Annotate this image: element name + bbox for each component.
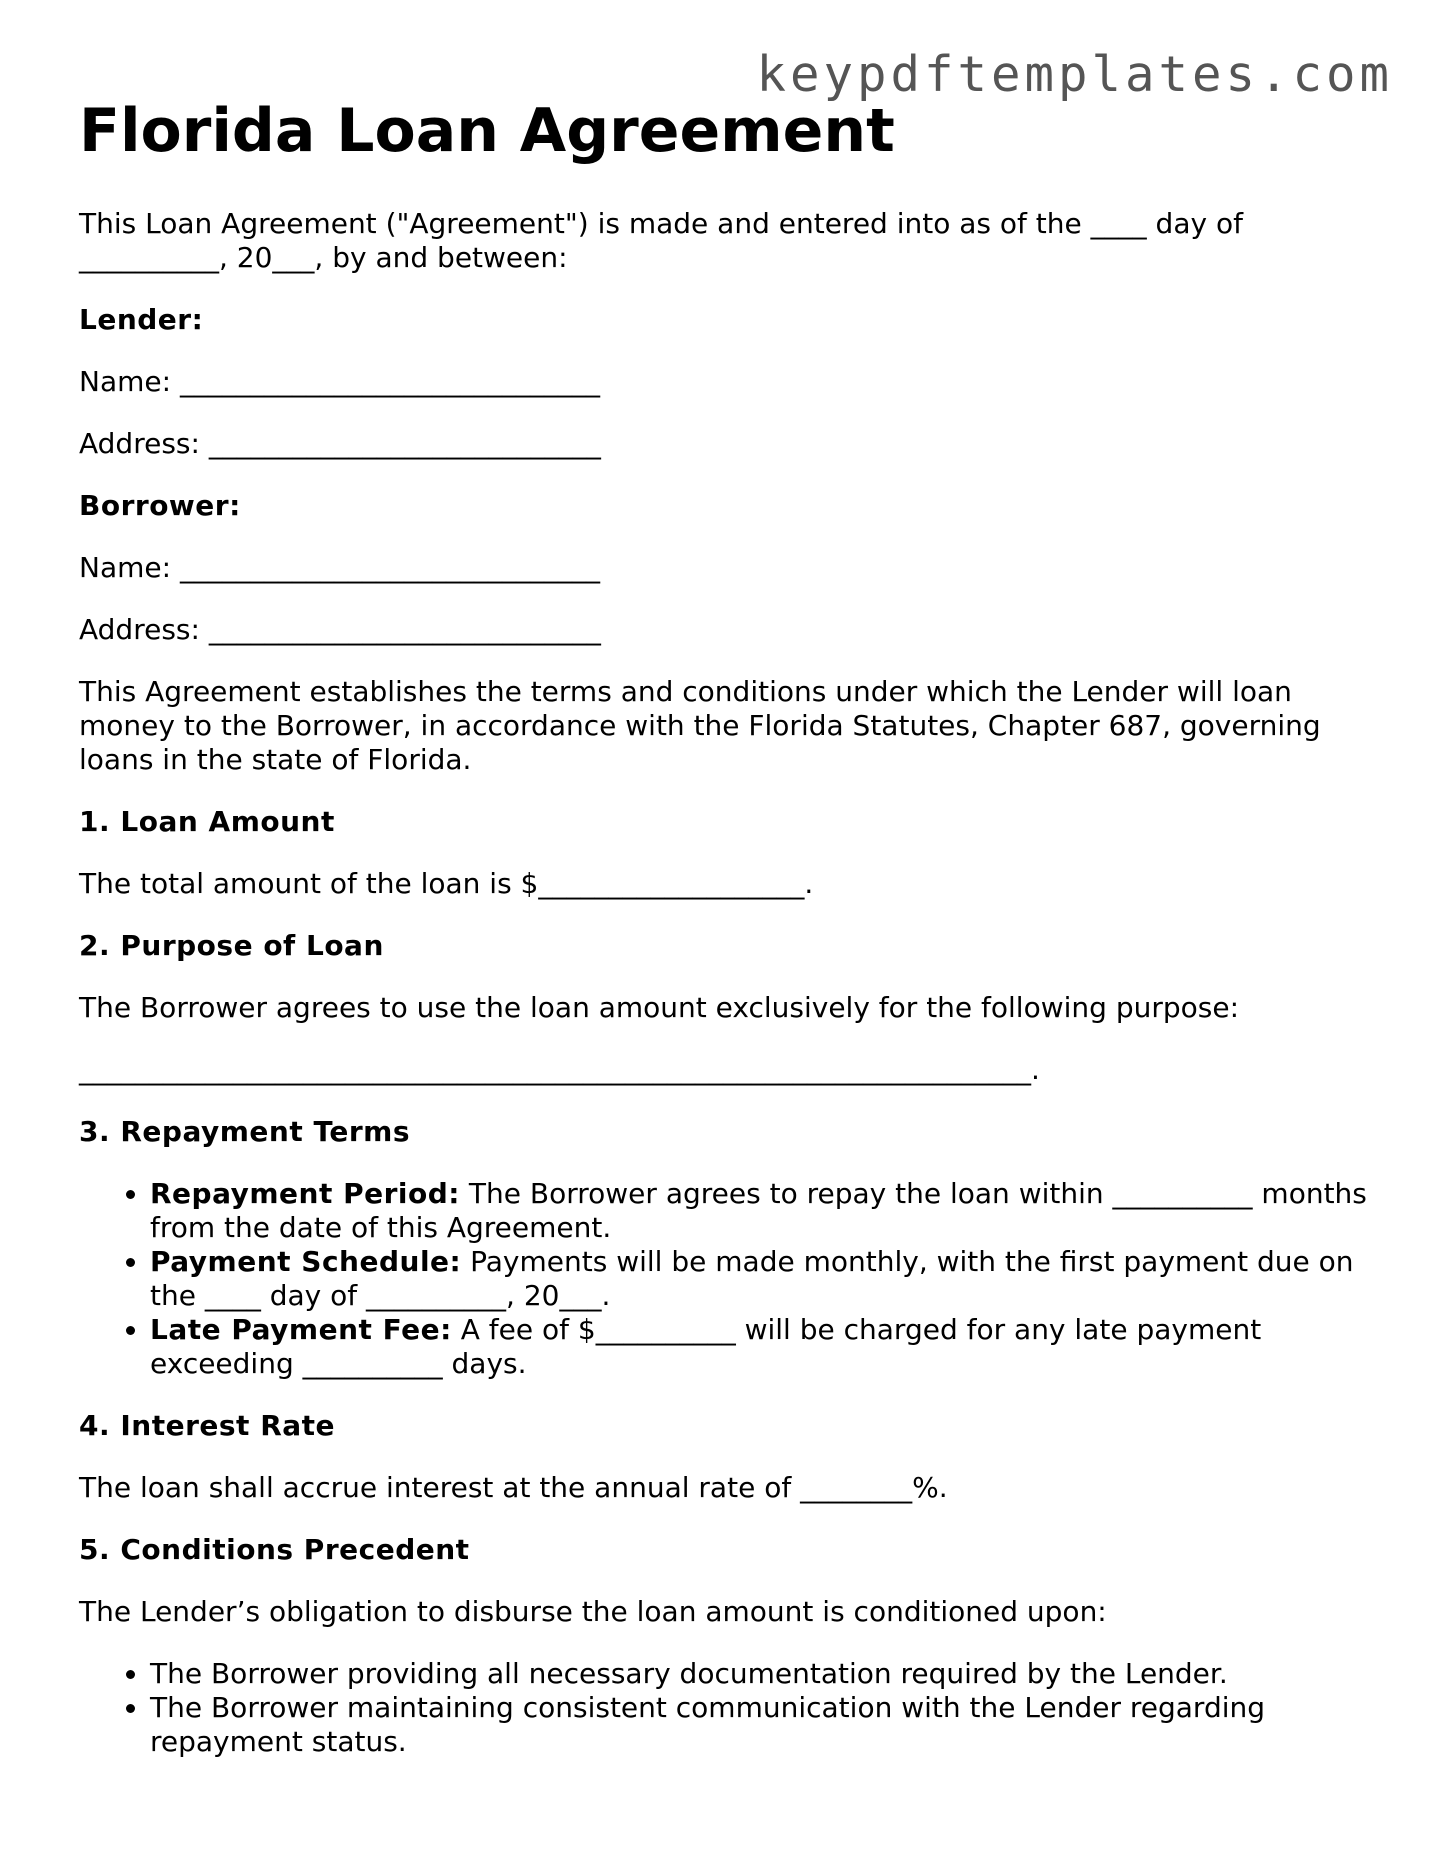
lender-name-field: Name: ______________________________: [79, 365, 600, 398]
list-item: • The Borrower maintaining consistent communication with the Lender regarding repayment status.: [150, 1691, 1369, 1759]
watermark: keypdftemplates.com: [756, 46, 1393, 103]
conditions-list: [79, 1657, 1369, 1759]
term-label: Late Payment Fee:: [150, 1313, 452, 1346]
list-item: • The Borrower providing all necessary documentation required by the Lender.: [150, 1657, 1369, 1691]
intro-paragraph: This Loan Agreement ("Agreement") is made and entered into as of the ____ day of __________, 20___, by and between:: [79, 207, 1243, 274]
document-title: Florida Loan Agreement: [79, 96, 895, 166]
section-interest-heading: 4. Interest Rate: [79, 1409, 336, 1442]
section-conditions-text: The Lender’s obligation to disburse the loan amount is conditioned upon:: [79, 1595, 1107, 1628]
repayment-terms-list: [79, 1177, 1369, 1381]
term-text: A fee of $__________ will be charged for any late payment exceeding __________ days.: [150, 1313, 1262, 1380]
section-purpose-blank: ____________________________________________________________________.: [79, 1053, 1040, 1086]
term-text: Payments will be made monthly, with the first payment due on the ____ day of __________, 20___.: [150, 1245, 1354, 1312]
list-item: [150, 1313, 1369, 1381]
section-loan-amount-text: The total amount of the loan is $___________________.: [79, 867, 814, 900]
section-purpose-text: The Borrower agrees to use the loan amount exclusively for the following purpose:: [79, 991, 1240, 1024]
list-item: [150, 1245, 1369, 1313]
section-conditions-heading: 5. Conditions Precedent: [79, 1533, 470, 1566]
section-interest-text: The loan shall accrue interest at the annual rate of ________%.: [79, 1471, 948, 1504]
document-body: [79, 207, 1369, 1787]
list-item: [150, 1177, 1369, 1245]
lender-address-field: Address: ____________________________: [79, 427, 601, 460]
borrower-address-field: Address: ____________________________: [79, 613, 601, 646]
lender-heading: Lender:: [79, 303, 204, 336]
borrower-heading: Borrower:: [79, 489, 241, 522]
purpose-statement: This Agreement establishes the terms and conditions under which the Lender will loan money to the Borrower, in accordance with the Florida Statutes, Chapter 687, governing loans in the state of Florida.: [79, 675, 1321, 776]
borrower-name-field: Name: ______________________________: [79, 551, 600, 584]
section-purpose-heading: 2. Purpose of Loan: [79, 929, 384, 962]
section-repayment-heading: 3. Repayment Terms: [79, 1115, 410, 1148]
term-text: The Borrower agrees to repay the loan within __________ months from the date of this Agreement.: [150, 1177, 1367, 1244]
term-label: Repayment Period:: [150, 1177, 461, 1210]
section-loan-amount-heading: 1. Loan Amount: [79, 805, 335, 838]
term-label: Payment Schedule:: [150, 1245, 462, 1278]
